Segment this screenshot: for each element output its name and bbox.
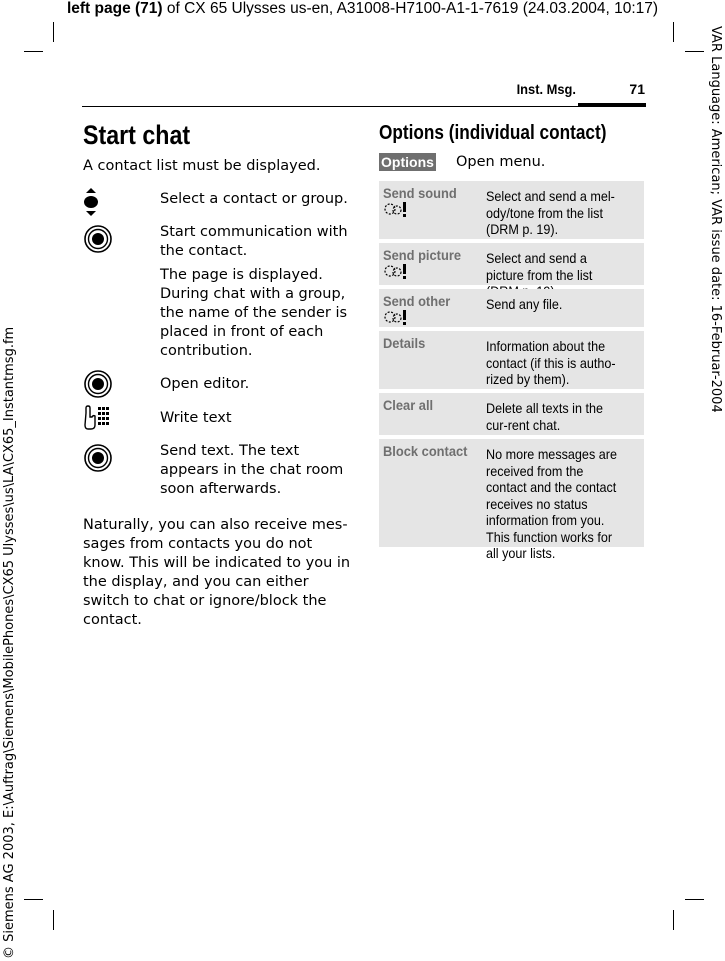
option-desc: Send any file. (486, 296, 563, 312)
crop-mark (673, 22, 674, 42)
option-desc: Information about the contact (if this is autho-rized by them). (486, 338, 616, 387)
step-send-text: Send text. The text appears in the chat room soon afterwards. (160, 443, 344, 497)
step-open-editor: Open editor. (160, 376, 250, 392)
step-start-communication-note: The page is displayed. During chat with a group, the name of the sender is placed in front of each contribution. (160, 267, 348, 359)
intro-text: A contact list must be displayed. (83, 158, 321, 174)
option-row-block-contact (379, 439, 644, 561)
section-title: Start chat (83, 120, 191, 150)
crop-mark (24, 51, 43, 52)
crop-mark (685, 899, 704, 900)
option-name: Send other (383, 293, 451, 309)
crop-mark (53, 910, 54, 930)
drm-icon (383, 309, 413, 327)
step-write-text: Write text (160, 410, 232, 426)
side-copyright-path: © Siemens AG 2003, E:\Auftrag\Siemens\MobilePhones\CX65 Ulysses\us\LA\CX65_Instantmsg.fm (2, 326, 17, 959)
option-row-send-sound (379, 181, 644, 239)
page-number: 71 (629, 81, 645, 97)
drm-icon (383, 201, 413, 219)
center-select-key-icon (83, 369, 117, 403)
option-desc: Select and send a picture from the list (486, 250, 593, 283)
crop-mark (673, 910, 674, 930)
outro-text: Naturally, you can also receive mes-sages from contacts you do not know. This will be indicated to you in the display, and you can either switch to chat or ignore/block the contact. (83, 517, 351, 628)
option-name: Clear all (383, 397, 434, 413)
side-var-info: VAR Language: American; VAR issue date: 16-Februar-2004 (708, 26, 723, 413)
options-table (379, 181, 644, 561)
crop-mark (53, 22, 54, 42)
header-rule-accent (578, 103, 646, 107)
step-select-contact: Select a contact or group. (160, 191, 348, 207)
source-line-info: of CX 65 Ulysses us-en, A31008-H7100-A1-1-7619 (24.03.2004, 10:17) (162, 0, 659, 17)
option-desc: No more messages are received from the contact and the contact receives no status information from you. This function works for all your lists. (486, 446, 617, 561)
running-header-section: Inst. Msg. (516, 81, 576, 97)
options-title: Options (individual contact) (379, 122, 607, 144)
keypad-icon (83, 405, 117, 435)
header-rule (82, 106, 646, 107)
option-name: Send sound (383, 185, 457, 201)
options-softkey-desc: Open menu. (456, 154, 546, 170)
center-select-key-icon (83, 224, 117, 258)
option-desc: Delete all texts in the cur-rent chat. (486, 400, 603, 433)
source-line (0, 0, 725, 18)
option-name: Send picture (383, 247, 462, 263)
navigation-key-icon (83, 188, 117, 220)
option-row-clear-all (379, 393, 644, 435)
crop-mark (685, 51, 704, 52)
option-name: Block contact (383, 443, 468, 459)
option-row-send-other (379, 289, 644, 327)
option-row-details (379, 331, 644, 389)
drm-icon (383, 263, 413, 281)
option-name: Details (383, 335, 426, 351)
crop-mark (24, 899, 43, 900)
center-select-key-icon (83, 443, 117, 477)
option-row-send-picture (379, 243, 644, 285)
step-start-communication: Start communication with the contact. (160, 224, 348, 259)
options-softkey: Options (379, 153, 436, 171)
source-line-page: left page (71) (66, 0, 163, 17)
option-desc: Select and send a mel-ody/tone from the list (DRM p. 19). (486, 188, 615, 237)
